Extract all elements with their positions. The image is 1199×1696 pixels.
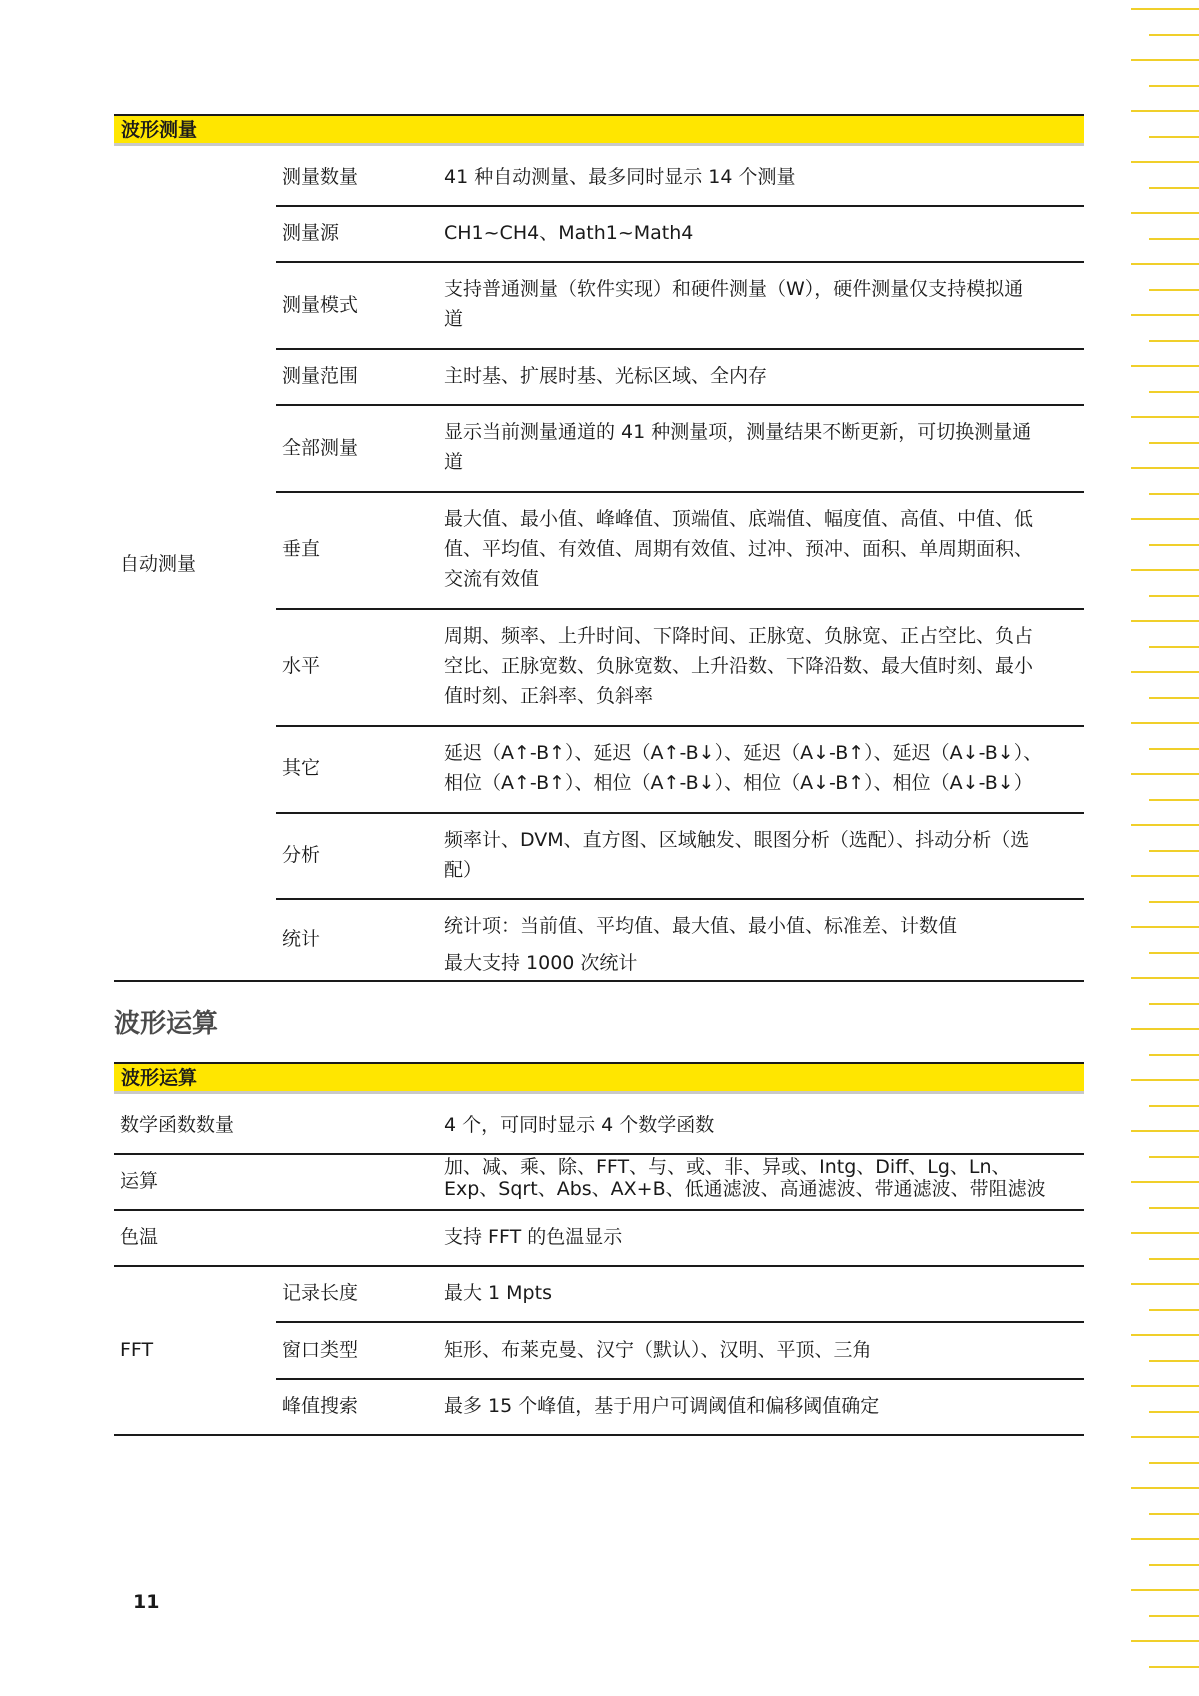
decorative-stripes: [1109, 0, 1199, 1696]
decorative-stripe: [1131, 263, 1199, 265]
row-label: 测量数量: [282, 166, 359, 188]
decorative-stripe: [1149, 340, 1199, 342]
decorative-stripe: [1131, 1283, 1199, 1285]
row-label: 测量范围: [282, 365, 359, 387]
decorative-stripe: [1131, 1487, 1199, 1489]
decorative-stripe: [1131, 620, 1199, 622]
decorative-stripe: [1149, 1156, 1199, 1158]
decorative-stripe: [1131, 926, 1199, 928]
row-label: 窗口类型: [282, 1339, 359, 1361]
row-divider: [114, 1153, 1084, 1155]
row-value: 统计项：当前值、平均值、最大值、最小值、标准差、计数值: [444, 915, 958, 937]
decorative-stripe: [1149, 646, 1199, 648]
row-label: 其它: [282, 757, 321, 779]
decorative-stripe: [1149, 1615, 1199, 1617]
decorative-stripe: [1131, 467, 1199, 469]
row-label: 数学函数数量: [120, 1114, 235, 1136]
row-value: 显示当前测量通道的 41 种测量项，测量结果不断更新，可切换测量通 道: [444, 421, 1032, 473]
decorative-stripe: [1131, 671, 1199, 673]
row-value: 41 种自动测量、最多同时显示 14 个测量: [444, 166, 796, 188]
section-heading: 波形运算: [114, 1009, 219, 1039]
row-label: 垂直: [282, 538, 321, 560]
decorative-stripe: [1131, 1130, 1199, 1132]
row-divider: [276, 1378, 1084, 1380]
decorative-stripe: [1131, 1640, 1199, 1642]
row-value: 频率计、DVM、直方图、区域触发、眼图分析（选配）、抖动分析（选 配）: [444, 829, 1030, 881]
decorative-stripe: [1149, 901, 1199, 903]
table-bottom-rule: [114, 1434, 1084, 1436]
decorative-stripe: [1131, 1538, 1199, 1540]
row-label: 全部测量: [282, 437, 359, 459]
decorative-stripe: [1149, 1360, 1199, 1362]
table-bottom-rule: [114, 980, 1084, 982]
decorative-stripe: [1131, 110, 1199, 112]
row-label: 测量源: [282, 222, 340, 244]
decorative-stripe: [1149, 1207, 1199, 1209]
row-divider: [276, 491, 1084, 493]
decorative-stripe: [1149, 34, 1199, 36]
row-divider: [276, 725, 1084, 727]
decorative-stripe: [1149, 1564, 1199, 1566]
decorative-stripe: [1149, 1666, 1199, 1668]
decorative-stripe: [1131, 824, 1199, 826]
decorative-stripe: [1131, 1385, 1199, 1387]
row-value: 支持 FFT 的色温显示: [444, 1226, 623, 1248]
decorative-stripe: [1131, 8, 1199, 10]
row-divider: [276, 812, 1084, 814]
row-value: 最大 1 Mpts: [444, 1282, 552, 1304]
decorative-stripe: [1131, 365, 1199, 367]
decorative-stripe: [1131, 212, 1199, 214]
decorative-stripe: [1131, 722, 1199, 724]
decorative-stripe: [1149, 1309, 1199, 1311]
decorative-stripe: [1149, 289, 1199, 291]
row-value: CH1~CH4、Math1~Math4: [444, 222, 694, 244]
row-divider: [276, 205, 1084, 207]
decorative-stripe: [1131, 518, 1199, 520]
page-number: 11: [133, 1591, 160, 1613]
decorative-stripe: [1149, 850, 1199, 852]
decorative-stripe: [1131, 1181, 1199, 1183]
decorative-stripe: [1149, 238, 1199, 240]
row-label: 测量模式: [282, 294, 359, 316]
decorative-stripe: [1131, 1436, 1199, 1438]
decorative-stripe: [1149, 748, 1199, 750]
decorative-stripe: [1149, 442, 1199, 444]
decorative-stripe: [1149, 493, 1199, 495]
row-value: 加、减、乘、除、FFT、与、或、非、异或、Intg、Diff、Lg、Ln、 Exp、Sqrt、Abs、AX+B、低通滤波、高通滤波、带通滤波、带阻滤波: [444, 1156, 1046, 1200]
row-divider: [114, 1209, 1084, 1211]
row-label: 色温: [120, 1226, 159, 1248]
row-value: 矩形、布莱克曼、汉宁（默认）、汉明、平顶、三角: [444, 1339, 872, 1361]
decorative-stripe: [1149, 952, 1199, 954]
decorative-stripe: [1149, 85, 1199, 87]
decorative-stripe: [1131, 161, 1199, 163]
decorative-stripe: [1149, 391, 1199, 393]
row-label: 统计: [282, 928, 321, 950]
decorative-stripe: [1149, 1003, 1199, 1005]
decorative-stripe: [1131, 875, 1199, 877]
row-divider: [276, 608, 1084, 610]
decorative-stripe: [1131, 1079, 1199, 1081]
decorative-stripe: [1149, 697, 1199, 699]
row-divider: [276, 1321, 1084, 1323]
decorative-stripe: [1131, 1028, 1199, 1030]
decorative-stripe: [1149, 187, 1199, 189]
decorative-stripe: [1149, 136, 1199, 138]
measurement-table-header: 波形测量: [114, 114, 1084, 146]
row-divider: [114, 1265, 1084, 1267]
row-divider: [276, 261, 1084, 263]
row-value-secondary: 最大支持 1000 次统计: [444, 952, 638, 974]
decorative-stripe: [1131, 314, 1199, 316]
decorative-stripe: [1131, 1589, 1199, 1591]
row-value: 支持普通测量（软件实现）和硬件测量（W），硬件测量仅支持模拟通 道: [444, 278, 1024, 330]
row-label: 运算: [120, 1170, 159, 1192]
decorative-stripe: [1131, 1232, 1199, 1234]
decorative-stripe: [1149, 544, 1199, 546]
row-value: 主时基、扩展时基、光标区域、全内存: [444, 365, 768, 387]
row-value: 最多 15 个峰值，基于用户可调阈值和偏移阈值确定: [444, 1395, 880, 1417]
row-label: 记录长度: [282, 1282, 359, 1304]
decorative-stripe: [1149, 1258, 1199, 1260]
decorative-stripe: [1149, 799, 1199, 801]
row-value: 周期、频率、上升时间、下降时间、正脉宽、负脉宽、正占空比、负占 空比、正脉宽数、负脉宽数、上升沿数、下降沿数、最大值时刻、最小 值时刻、正斜率、负斜率: [444, 625, 1034, 707]
row-divider: [276, 898, 1084, 900]
row-label: 水平: [282, 655, 321, 677]
decorative-stripe: [1131, 416, 1199, 418]
row-label: 峰值搜索: [282, 1395, 359, 1417]
decorative-stripe: [1149, 1105, 1199, 1107]
decorative-stripe: [1131, 977, 1199, 979]
decorative-stripe: [1131, 1334, 1199, 1336]
decorative-stripe: [1149, 1513, 1199, 1515]
decorative-stripe: [1149, 1462, 1199, 1464]
row-divider: [276, 348, 1084, 350]
row-value: 最大值、最小值、峰峰值、顶端值、底端值、幅度值、高值、中值、低 值、平均值、有效值、周期有效值、过冲、预冲、面积、单周期面积、 交流有效值: [444, 508, 1034, 590]
row-divider: [276, 404, 1084, 406]
row-value: 4 个，可同时显示 4 个数学函数: [444, 1114, 715, 1136]
decorative-stripe: [1131, 569, 1199, 571]
decorative-stripe: [1149, 1054, 1199, 1056]
row-value: 延迟（A↑-B↑）、延迟（A↑-B↓）、延迟（A↓-B↑）、延迟（A↓-B↓）、 相位（A↑-B↑）、相位（A↑-B↓）、相位（A↓-B↑）、相位（A↓-B↓）: [444, 742, 1043, 794]
decorative-stripe: [1149, 1411, 1199, 1413]
math-table-header: 波形运算: [114, 1062, 1084, 1094]
fft-group-label: FFT: [120, 1339, 154, 1361]
decorative-stripe: [1131, 59, 1199, 61]
auto-measure-group-label: 自动测量: [120, 553, 197, 575]
decorative-stripe: [1149, 595, 1199, 597]
row-label: 分析: [282, 844, 321, 866]
decorative-stripe: [1131, 773, 1199, 775]
